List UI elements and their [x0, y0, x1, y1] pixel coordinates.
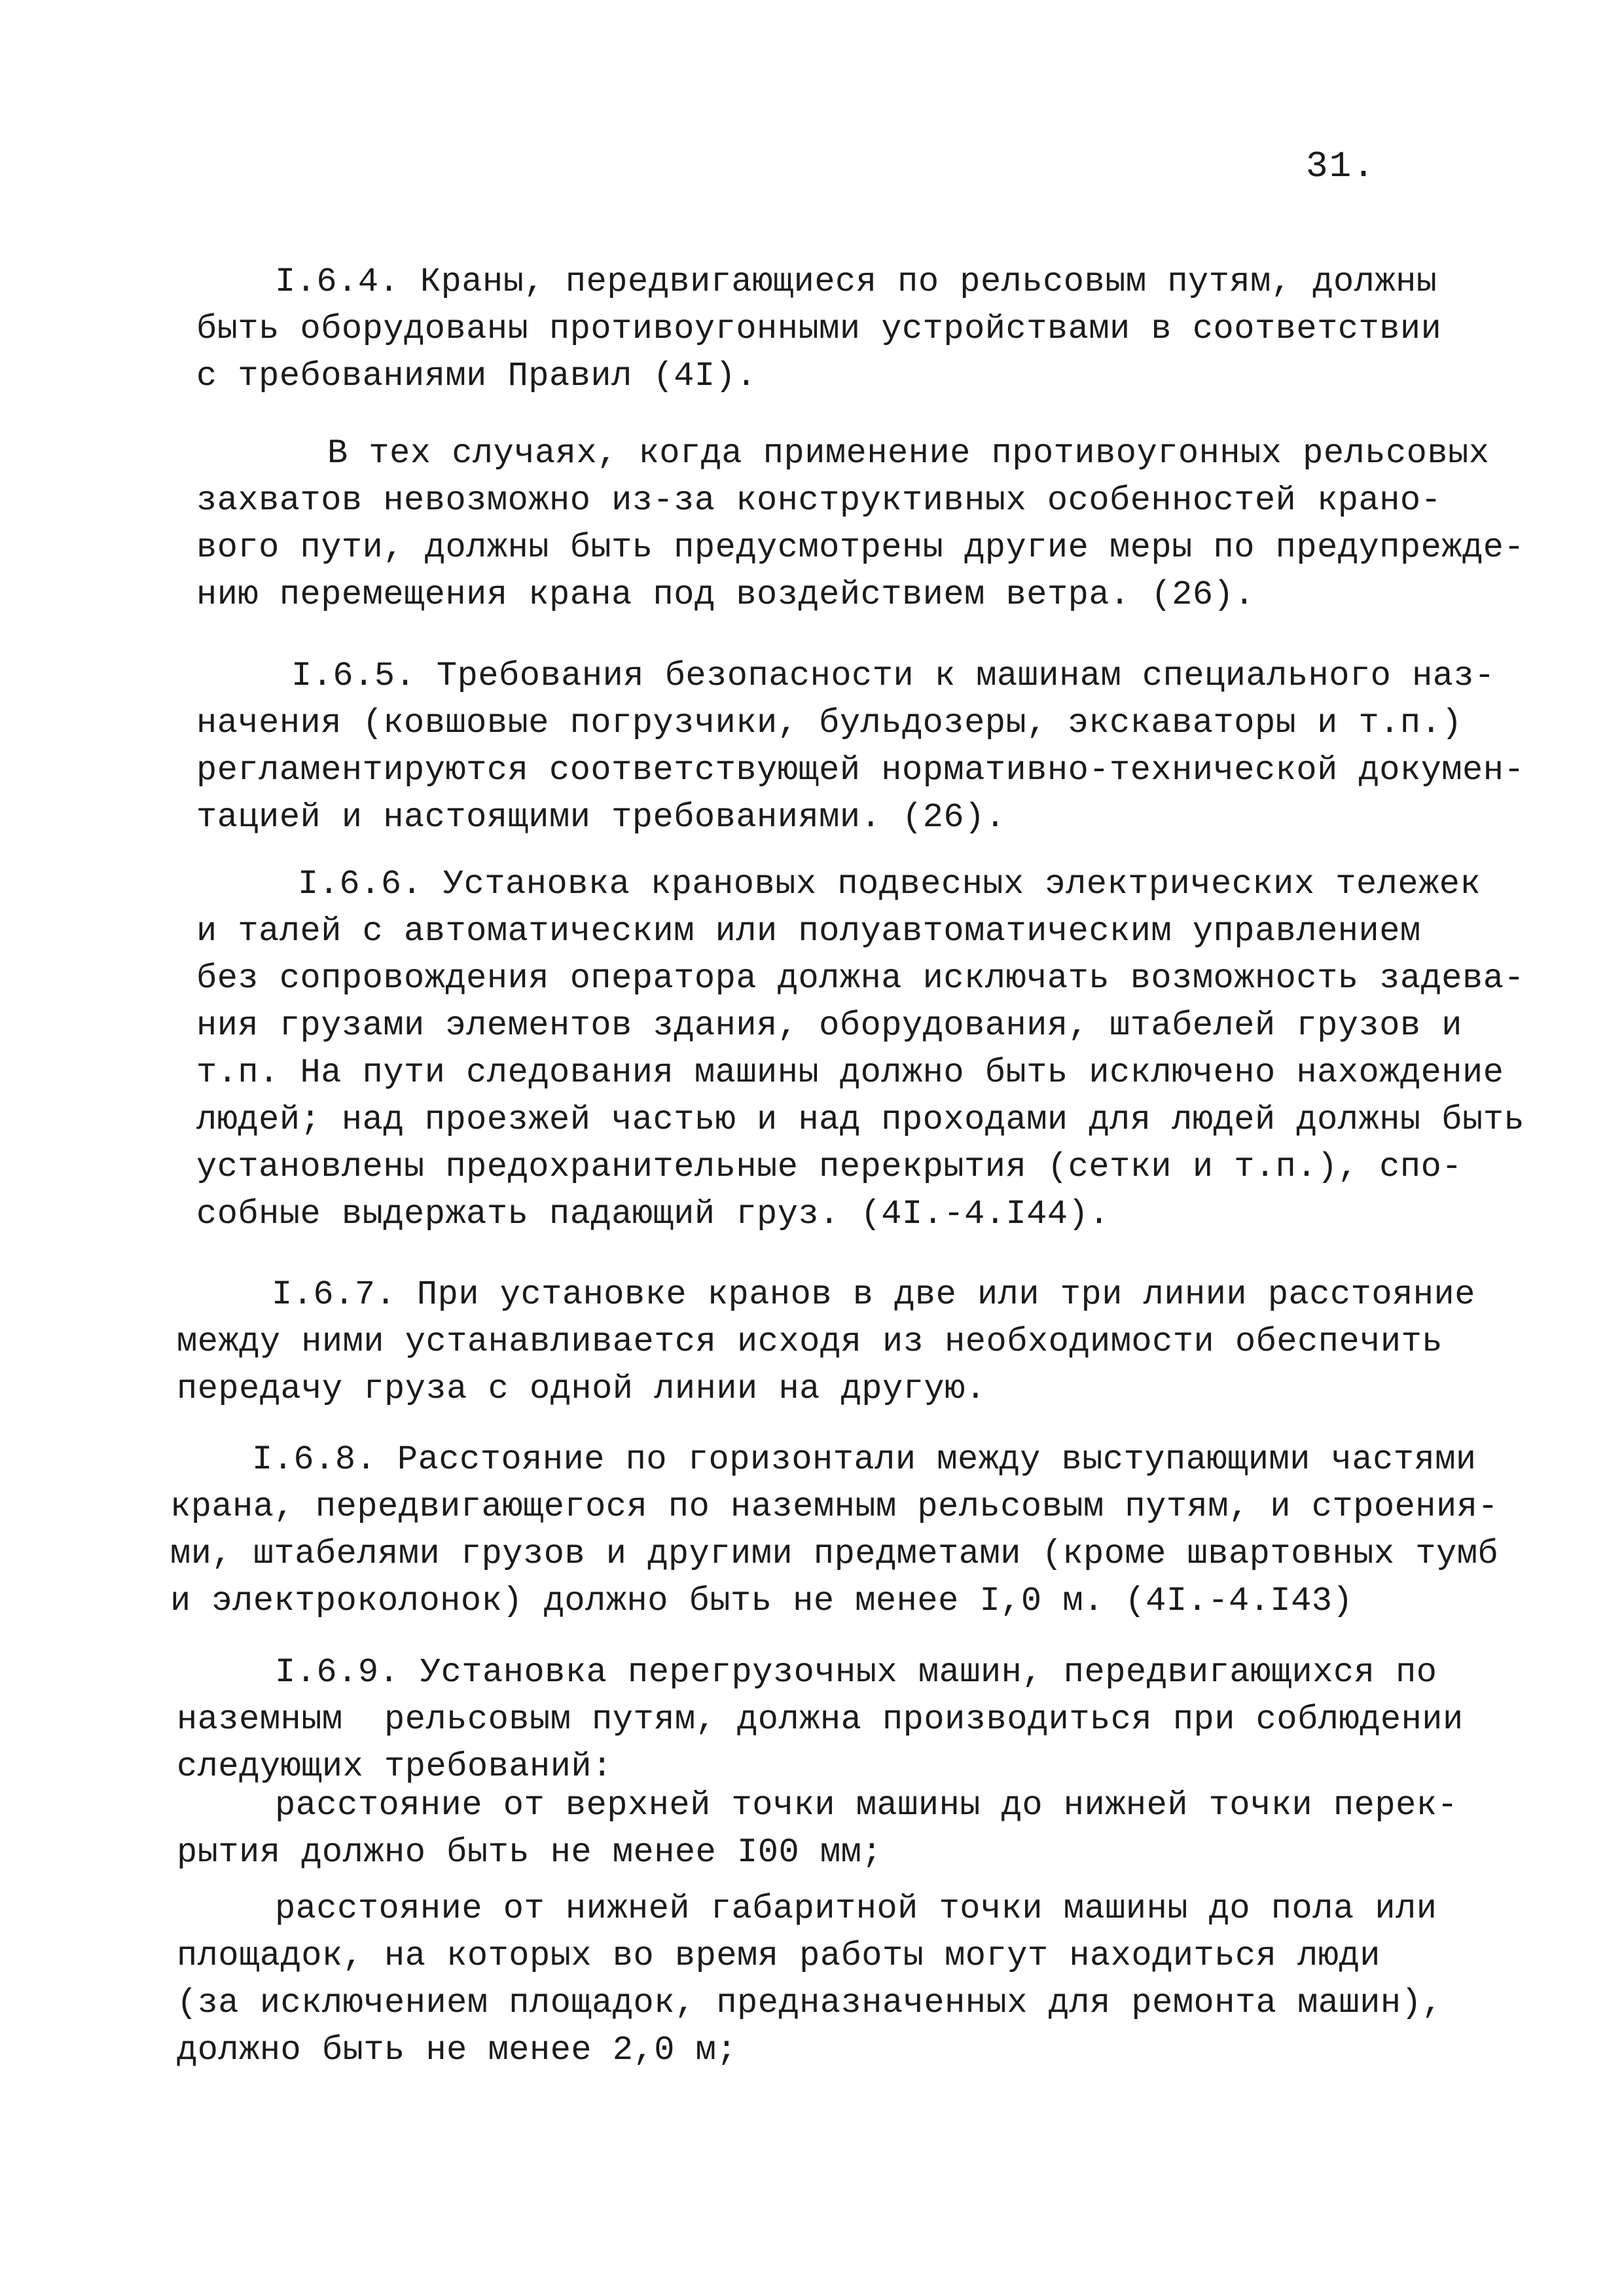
text-line: В тех случаях, когда применение противоугонных рельсовых: [327, 434, 1490, 473]
text-line: ми, штабелями грузов и другими предметами (кроме швартовных тумб: [170, 1535, 1499, 1573]
text-line: регламентируются соответствующей нормативно-технической докумен-: [196, 751, 1525, 790]
text-line: должно быть не менее 2,0 м;: [177, 2031, 738, 2069]
text-line: расстояние от нижней габаритной точки машины до пола или: [275, 1889, 1437, 1928]
text-line: I.6.5. Требования безопасности к машинам специального наз-: [291, 657, 1495, 695]
text-line: и талей с автоматическим или полуавтоматическим управлением: [196, 912, 1421, 951]
text-line: с требованиями Правил (4I).: [196, 357, 757, 395]
text-line: нию перемещения крана под воздействием ветра. (26).: [196, 575, 1255, 614]
text-line: расстояние от верхней точки машины до нижней точки перек-: [275, 1786, 1458, 1825]
text-line: I.6.9. Установка перегрузочных машин, передвигающихся по: [275, 1653, 1437, 1692]
text-line: передачу груза с одной линии на другую.: [177, 1370, 986, 1408]
text-line: тацией и настоящими требованиями. (26).: [196, 798, 1006, 837]
text-line: начения (ковшовые погрузчики, бульдозеры, экскаваторы и т.п.): [196, 704, 1463, 742]
text-line: без сопровождения оператора должна исключать возможность задева-: [196, 959, 1525, 998]
text-line: вого пути, должны быть предусмотрены другие меры по предупрежде-: [196, 528, 1525, 567]
text-line: I.6.7. При установке кранов в две или три линии расстояние: [272, 1275, 1475, 1314]
text-line: между ними устанавливается исходя из необходимости обеспечить: [177, 1322, 1443, 1361]
text-line: захватов невозможно из-за конструктивных особенностей крано-: [196, 481, 1442, 520]
text-line: людей; над проезжей частью и над проходами для людей должны быть: [196, 1101, 1525, 1139]
text-line: ния грузами элементов здания, оборудования, штабелей грузов и: [196, 1006, 1463, 1045]
text-line: рытия должно быть не менее I00 мм;: [177, 1833, 882, 1872]
text-line: I.6.6. Установка крановых подвесных электрических тележек: [298, 865, 1481, 903]
text-line: I.6.8. Расстояние по горизонтали между выступающими частями: [252, 1440, 1477, 1479]
text-line: собные выдержать падающий груз. (4I.-4.I44).: [196, 1195, 1110, 1233]
text-line: следующих требований:: [177, 1747, 613, 1786]
text-line: т.п. На пути следования машины должно быть исключено нахождение: [196, 1053, 1504, 1092]
text-line: площадок, на которых во время работы могут находиться люди: [177, 1937, 1380, 1975]
text-line: I.6.4. Краны, передвигающиеся по рельсовым путям, должны: [275, 263, 1437, 301]
page-number: 31.: [1306, 145, 1376, 187]
text-line: (за исключением площадок, предназначенных для ремонта машин),: [177, 1984, 1443, 2022]
text-line: установлены предохранительные перекрытия (сетки и т.п.), спо-: [196, 1148, 1463, 1186]
text-line: наземным рельсовым путям, должна производиться при соблюдении: [177, 1700, 1464, 1739]
text-line: быть оборудованы противоугонными устройствами в соответствии: [196, 310, 1442, 348]
text-line: крана, передвигающегося по наземным рельсовым путям, и строения-: [170, 1487, 1499, 1526]
text-line: и электроколонок) должно быть не менее I,0 м. (4I.-4.I43): [170, 1582, 1354, 1620]
